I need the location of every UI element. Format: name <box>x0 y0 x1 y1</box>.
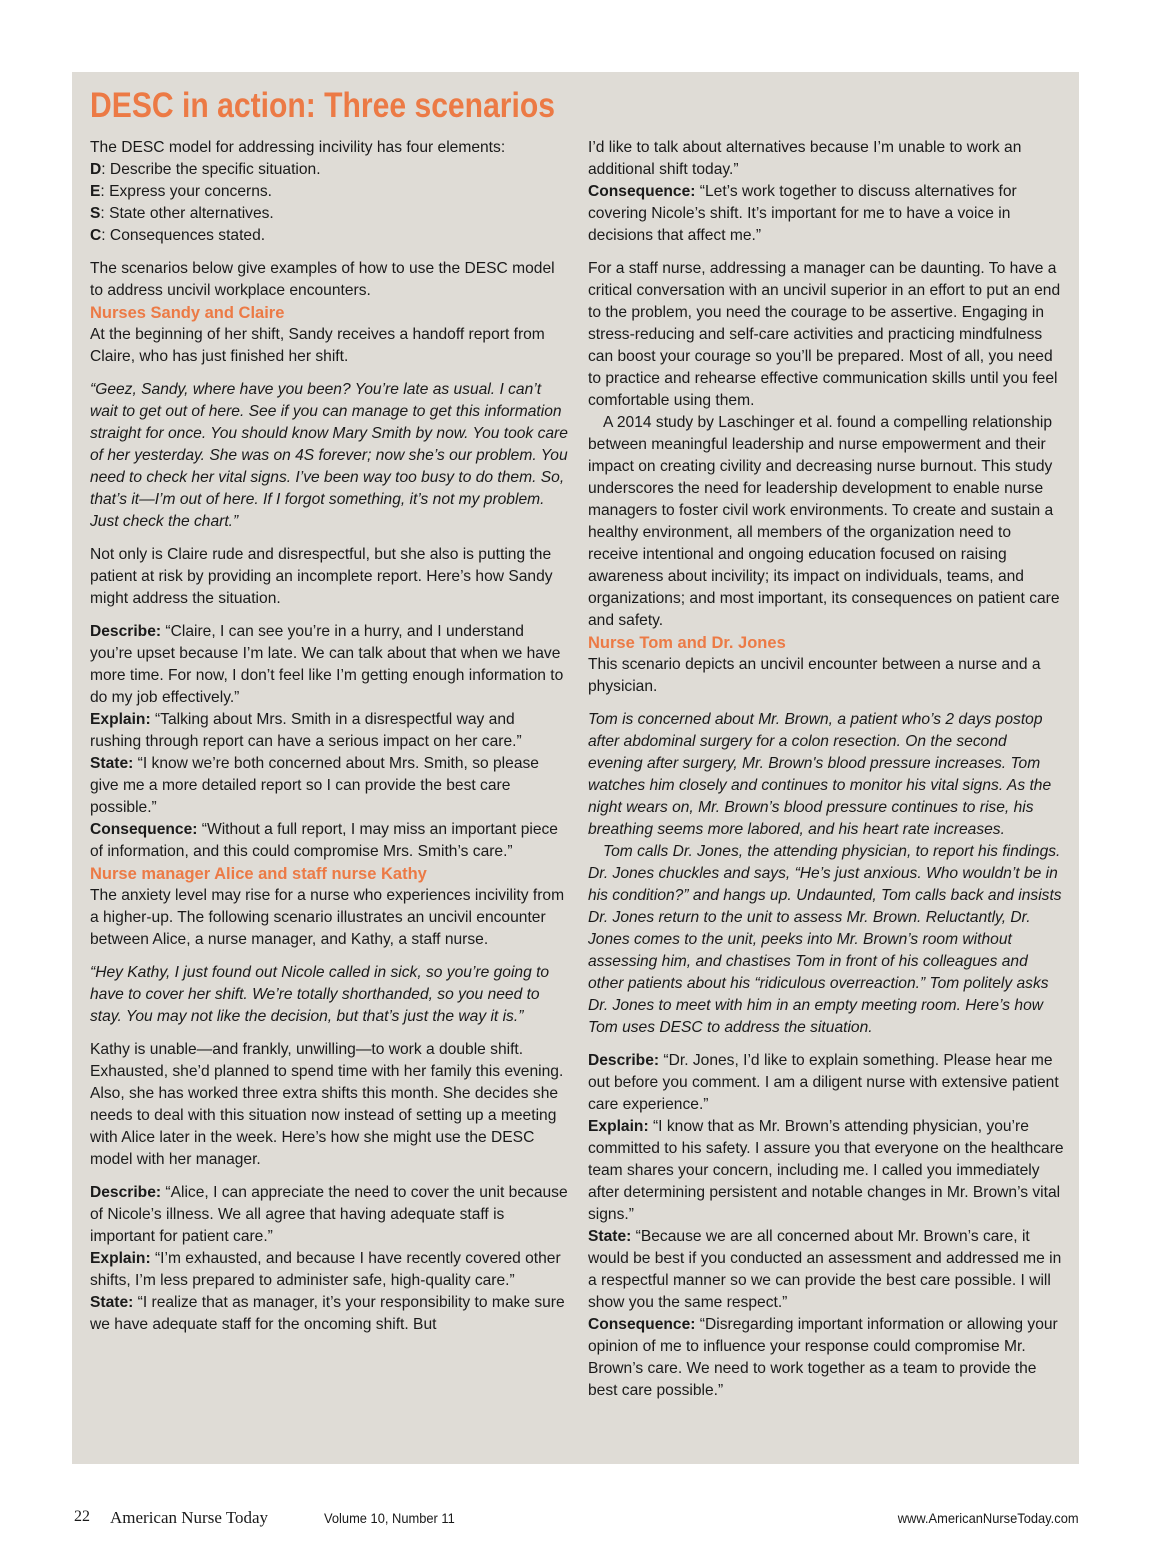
scenario2-quote: “Hey Kathy, I just found out Nicole called in sick, so you’re going to have to cover her shift. We’re totally shorthanded, so you need to stay. You may not like the decision, but that’s just the way it is.” <box>90 964 550 1025</box>
intro-note: The scenarios below give examples of how to use the DESC model to address uncivil workplace encounters. <box>90 260 555 299</box>
element-d: D: Describe the specific situation. <box>90 161 321 178</box>
right-column <box>588 137 1064 1402</box>
element-e: E: Express your concerns. <box>90 183 273 200</box>
intro-lead: The DESC model for addressing incivility has four elements: <box>90 139 506 156</box>
issue-info: Volume 10, Number 11 <box>324 1510 455 1526</box>
scenario2-consequence: Consequence: “Let’s work together to discuss alternatives for covering Nicole’s shift. It’s important for me to have a voice in decisions that affect me.” <box>588 183 1017 244</box>
page-footer <box>0 1508 1152 1532</box>
element-c: C: Consequences stated. <box>90 227 266 244</box>
scenario3-story-1: Tom is concerned about Mr. Brown, a patient who’s 2 days postop after abdominal surgery for a colon resection. On the second evening after surgery, Mr. Brown's blood pressure increases. Tom watches him closely and continues to monitor his vital signs. As the night wears on, Mr. Brown’s blood pressure continues to rise, his breathing seems more labored, and his heart rate increases. <box>588 711 1052 838</box>
page-title: DESC in action: Three scenarios <box>90 86 556 125</box>
scenario3-heading: Nurse Tom and Dr. Jones <box>588 634 786 652</box>
scenario2-state-continued: I’d like to talk about alternatives because I’m unable to work an additional shift today.” <box>588 139 1022 178</box>
scenario3-explain: Explain: “I know that as Mr. Brown’s attending physician, you’re committed to his safety. I assure you that everyone on the healthcare team shares your concern, including me. I called you immediately after determining persistent and notable changes in Mr. Brown’s vital signs.” <box>588 1118 1064 1223</box>
scenario3-state: State: “Because we are all concerned about Mr. Brown’s care, it would be best if you conducted an assessment and addressed me in a respectful manner so we can provide the best care possible. I will show you the same respect.” <box>588 1228 1062 1311</box>
left-column <box>90 137 568 1336</box>
scenario2-heading: Nurse manager Alice and staff nurse Kathy <box>90 865 427 883</box>
scenario2-state: State: “I realize that as manager, it’s your responsibility to make sure we have adequate staff for the oncoming shift. But <box>90 1294 565 1333</box>
scenario2-setup: The anxiety level may rise for a nurse who experiences incivility from a higher-up. The following scenario illustrates an uncivil encounter between Alice, a nurse manager, and Kathy, a staff nurse. <box>90 887 565 948</box>
scenario1-state: State: “I know we’re both concerned about Mrs. Smith, so please give me a more detailed report so I can provide the best care possible.” <box>90 755 539 816</box>
scenario1-describe: Describe: “Claire, I can see you’re in a hurry, and I understand you’re upset because I’m late. We can talk about that when we have more time. For now, I don’t feel like I’m getting enough information to do my job effectively.” <box>90 623 564 706</box>
scenario2-explain: Explain: “I’m exhausted, and because I have recently covered other shifts, I’m less prepared to administer safe, high-quality care.” <box>90 1250 561 1289</box>
scenario3-describe: Describe: “Dr. Jones, I’d like to explain something. Please hear me out before you comment. I am a diligent nurse with extensive patient care experience.” <box>588 1052 1059 1113</box>
scenario1-heading: Nurses Sandy and Claire <box>90 304 285 322</box>
scenario1-quote: “Geez, Sandy, where have you been? You’re late as usual. I can’t wait to get out of here. See if you can manage to get this information straight for once. You should know Mary Smith by now. You took care of her yesterday. She was on 4S forever; now she’s our problem. You need to check her vital signs. I’ve been way too busy to do them. So, that’s it—I’m out of here. If I forgot something, it’s not my problem. Just check the chart.” <box>90 381 568 530</box>
scenario3-story-2: Tom calls Dr. Jones, the attending physician, to report his findings. Dr. Jones chuckles and says, “He’s just anxious. Who wouldn’t be in his condition?” and hangs up. Undaunted, Tom calls back and insists Dr. Jones return to the unit to assess Mr. Brown. Reluctantly, Dr. Jones comes to the unit, peeks into Mr. Brown’s room without assessing him, and chastises Tom in front of his colleagues and other patients about his “ridiculous overreaction.” Tom politely asks Dr. Jones to meet with him in an empty meeting room. Here’s how Tom uses DESC to address the situation. <box>588 843 1062 1036</box>
scenario2-discussion: For a staff nurse, addressing a manager can be daunting. To have a critical conversation with an uncivil superior in an effort to put an end to the problem, you need the courage to be assertive. Engaging in stress-reducing and self-care activities and practicing mindfulness can boost your courage so you’ll be prepared. Most of all, you need to practice and rehearse effective communication skills until you feel comfortable using them. <box>588 260 1061 409</box>
scenario1-consequence: Consequence: “Without a full report, I may miss an important piece of information, and this could compromise Mrs. Smith’s care.” <box>90 821 558 860</box>
scenario1-analysis: Not only is Claire rude and disrespectful, but she also is putting the patient at risk by providing an incomplete report. Here’s how Sandy might address the situation. <box>90 546 553 607</box>
website-link[interactable]: www.AmericanNurseToday.com <box>898 1510 1079 1526</box>
magazine-name: American Nurse Today <box>110 1508 269 1527</box>
element-s: S: State other alternatives. <box>90 205 274 222</box>
scenario1-explain: Explain: “Talking about Mrs. Smith in a disrespectful way and rushing through report can have a serious impact on her care.” <box>90 711 522 750</box>
scenario2-study: A 2014 study by Laschinger et al. found a compelling relationship between meaningful leadership and nurse empowerment and their impact on creating civility and decreasing nurse burnout. This study underscores the need for leadership development to enable nurse managers to foster civil work environments. To create and sustain a healthy environment, all members of the organization need to receive intentional and ongoing education focused on raising awareness about incivility; its impact on individuals, teams, and organizations; and most important, its consequences on patient care and safety. <box>588 414 1060 629</box>
scenario3-consequence: Consequence: “Disregarding important information or allowing your opinion of me to influence your response could compromise Mr. Brown’s care. We need to work together as a team to provide the best care possible.” <box>588 1316 1058 1399</box>
scenario2-analysis: Kathy is unable—and frankly, unwilling—to work a double shift. Exhausted, she’d planned to spend time with her family this evening. Also, she has worked three extra shifts this month. She decides she needs to deal with this situation now instead of setting up a meeting with Alice later in the week. Here’s how she might use the DESC model with her manager. <box>90 1041 564 1168</box>
page-number: 22 <box>74 1508 90 1525</box>
scenario1-setup: At the beginning of her shift, Sandy receives a handoff report from Claire, who has just finished her shift. <box>90 326 545 365</box>
scenario2-describe: Describe: “Alice, I can appreciate the need to cover the unit because of Nicole’s illness. We all agree that having adequate staff is important for patient care.” <box>90 1184 568 1245</box>
scenario3-setup: This scenario depicts an uncivil encounter between a nurse and a physician. <box>588 656 1041 695</box>
